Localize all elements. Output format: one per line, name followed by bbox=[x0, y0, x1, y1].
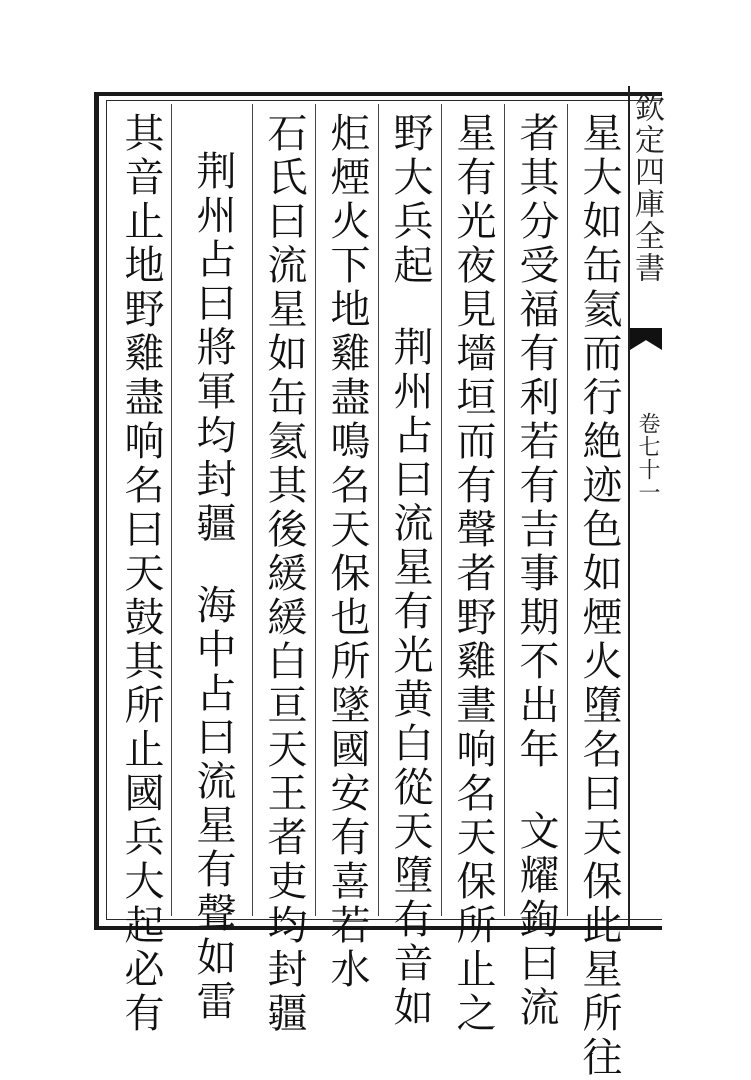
text-column bbox=[511, 112, 561, 1030]
column-divider bbox=[252, 104, 253, 916]
text-segment: 野大兵起 bbox=[387, 112, 433, 288]
column-divider bbox=[504, 104, 505, 916]
text-column bbox=[188, 150, 238, 1024]
column-divider bbox=[315, 104, 316, 916]
book-title: 欽定四庫全書 bbox=[629, 92, 664, 284]
text-column bbox=[259, 112, 309, 1036]
text-segment: 星大如缶氦而行絶迹色如煙火墮名曰天保此星所往 bbox=[576, 112, 622, 1080]
text-segment: 海中占曰流星有聲如雷 bbox=[190, 584, 236, 1024]
column-divider bbox=[441, 104, 442, 916]
text-column bbox=[385, 112, 435, 1030]
text-segment: 文耀鉤曰流 bbox=[513, 810, 559, 1030]
column-divider bbox=[567, 104, 568, 916]
column-divider bbox=[378, 104, 379, 916]
volume-label: 卷七十一 bbox=[635, 412, 660, 504]
text-segment: 者其分受福有利若有吉事期不出年 bbox=[513, 112, 559, 772]
text-segment: 荆州占曰將軍均封疆 bbox=[190, 150, 236, 546]
column-divider bbox=[171, 104, 172, 916]
text-segment: 其音止地野雞盡响名曰天鼓其所止國兵大起必有 bbox=[118, 112, 164, 1036]
text-column bbox=[574, 112, 624, 1080]
text-segment: 荆州占曰流星有光黄白從天墮有音如 bbox=[387, 326, 433, 1030]
text-column bbox=[116, 112, 166, 1036]
text-column bbox=[448, 112, 498, 1036]
text-segment: 石氏曰流星如缶氦其後緩緩白亘天王者吏均封疆 bbox=[261, 112, 307, 1036]
text-segment: 炬煙火下地雞盡鳴名天保也所墜國安有喜若水 bbox=[324, 112, 370, 992]
text-segment: 星有光夜見墻垣而有聲者野雞晝响名天保所止之 bbox=[450, 112, 496, 1036]
text-column bbox=[322, 112, 372, 992]
